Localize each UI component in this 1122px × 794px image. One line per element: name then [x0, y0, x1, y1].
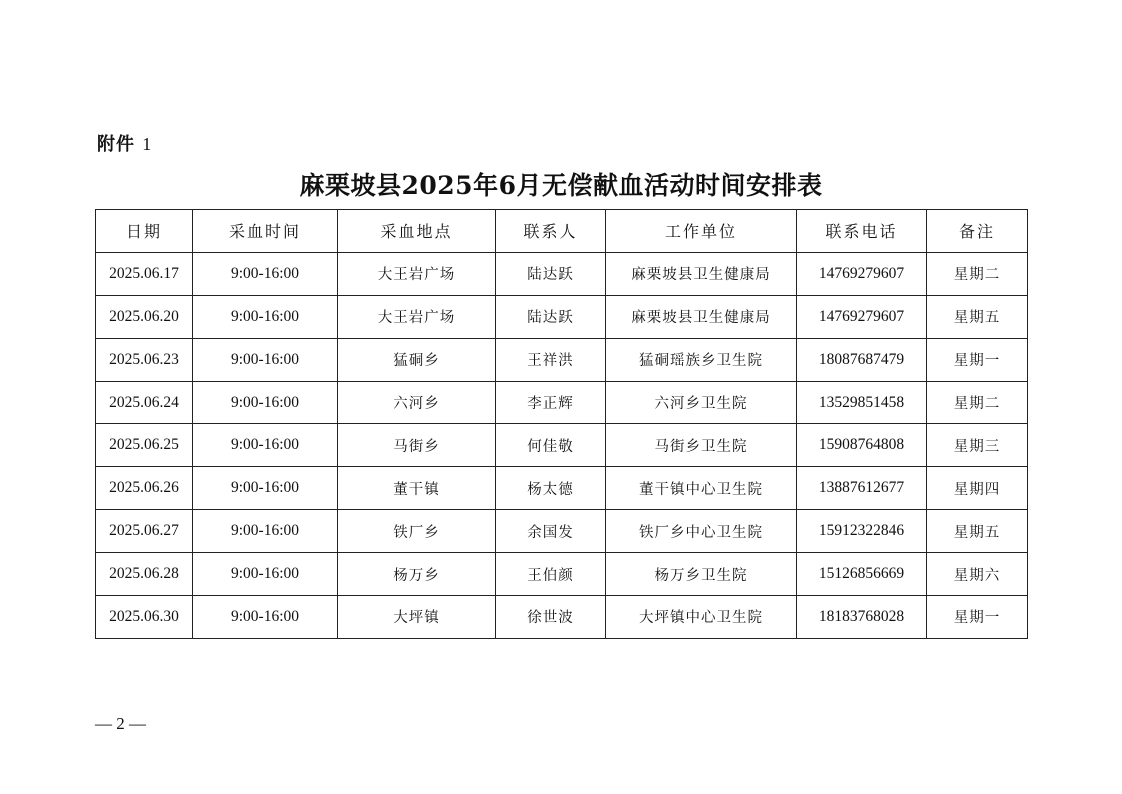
table-row	[96, 424, 1028, 467]
time-cell: 9:00-16:00	[193, 424, 338, 467]
contact-cell: 李正辉	[496, 381, 606, 424]
date-cell: 2025.06.23	[96, 338, 193, 381]
organization-cell: 麻栗坡县卫生健康局	[606, 252, 797, 295]
contact-cell: 何佳敬	[496, 424, 606, 467]
header-remarks: 备注	[927, 210, 1028, 253]
header-contact: 联系人	[496, 210, 606, 253]
phone-cell: 14769279607	[797, 252, 927, 295]
time-cell: 9:00-16:00	[193, 338, 338, 381]
contact-cell: 王伯颜	[496, 553, 606, 596]
attachment-number: 1	[142, 134, 153, 154]
time-cell: 9:00-16:00	[193, 596, 338, 639]
header-location: 采血地点	[338, 210, 496, 253]
time-cell: 9:00-16:00	[193, 295, 338, 338]
organization-cell: 麻栗坡县卫生健康局	[606, 295, 797, 338]
remarks-cell: 星期二	[927, 252, 1028, 295]
location-cell: 大坪镇	[338, 596, 496, 639]
phone-cell: 15912322846	[797, 510, 927, 553]
time-cell: 9:00-16:00	[193, 252, 338, 295]
location-cell: 六河乡	[338, 381, 496, 424]
table-header-row	[96, 210, 1028, 253]
header-organization: 工作单位	[606, 210, 797, 253]
location-cell: 大王岩广场	[338, 252, 496, 295]
page-number: — 2 —	[95, 714, 146, 733]
organization-cell: 猛硐瑶族乡卫生院	[606, 338, 797, 381]
table-row	[96, 467, 1028, 510]
organization-cell: 马街乡卫生院	[606, 424, 797, 467]
location-cell: 杨万乡	[338, 553, 496, 596]
time-cell: 9:00-16:00	[193, 553, 338, 596]
remarks-cell: 星期四	[927, 467, 1028, 510]
time-cell: 9:00-16:00	[193, 381, 338, 424]
location-cell: 大王岩广场	[338, 295, 496, 338]
table-row	[96, 295, 1028, 338]
contact-cell: 余国发	[496, 510, 606, 553]
date-cell: 2025.06.28	[96, 553, 193, 596]
phone-cell: 13887612677	[797, 467, 927, 510]
header-date: 日期	[96, 210, 193, 253]
document-title: 麻栗坡县2025年6月无偿献血活动时间安排表	[299, 171, 823, 200]
phone-cell: 15126856669	[797, 553, 927, 596]
date-cell: 2025.06.25	[96, 424, 193, 467]
time-cell: 9:00-16:00	[193, 467, 338, 510]
phone-cell: 15908764808	[797, 424, 927, 467]
remarks-cell: 星期六	[927, 553, 1028, 596]
phone-cell: 18183768028	[797, 596, 927, 639]
location-cell: 马街乡	[338, 424, 496, 467]
remarks-cell: 星期五	[927, 295, 1028, 338]
location-cell: 董干镇	[338, 467, 496, 510]
organization-cell: 大坪镇中心卫生院	[606, 596, 797, 639]
table-row	[96, 510, 1028, 553]
date-cell: 2025.06.24	[96, 381, 193, 424]
location-cell: 铁厂乡	[338, 510, 496, 553]
organization-cell: 杨万乡卫生院	[606, 553, 797, 596]
phone-cell: 13529851458	[797, 381, 927, 424]
phone-cell: 18087687479	[797, 338, 927, 381]
remarks-cell: 星期二	[927, 381, 1028, 424]
table-row	[96, 381, 1028, 424]
date-cell: 2025.06.26	[96, 467, 193, 510]
table-row	[96, 252, 1028, 295]
organization-cell: 董干镇中心卫生院	[606, 467, 797, 510]
location-cell: 猛硐乡	[338, 338, 496, 381]
table-row	[96, 596, 1028, 639]
header-phone: 联系电话	[797, 210, 927, 253]
date-cell: 2025.06.20	[96, 295, 193, 338]
remarks-cell: 星期三	[927, 424, 1028, 467]
contact-cell: 杨太德	[496, 467, 606, 510]
contact-cell: 徐世波	[496, 596, 606, 639]
organization-cell: 六河乡卫生院	[606, 381, 797, 424]
table-row	[96, 338, 1028, 381]
schedule-table	[95, 209, 1028, 639]
table-row	[96, 553, 1028, 596]
date-cell: 2025.06.30	[96, 596, 193, 639]
date-cell: 2025.06.27	[96, 510, 193, 553]
attachment-label	[97, 130, 152, 156]
contact-cell: 陆达跃	[496, 295, 606, 338]
time-cell: 9:00-16:00	[193, 510, 338, 553]
remarks-cell: 星期一	[927, 338, 1028, 381]
attachment-text: 附件	[97, 134, 135, 155]
organization-cell: 铁厂乡中心卫生院	[606, 510, 797, 553]
contact-cell: 陆达跃	[496, 252, 606, 295]
remarks-cell: 星期五	[927, 510, 1028, 553]
header-time: 采血时间	[193, 210, 338, 253]
phone-cell: 14769279607	[797, 295, 927, 338]
date-cell: 2025.06.17	[96, 252, 193, 295]
remarks-cell: 星期一	[927, 596, 1028, 639]
contact-cell: 王祥洪	[496, 338, 606, 381]
